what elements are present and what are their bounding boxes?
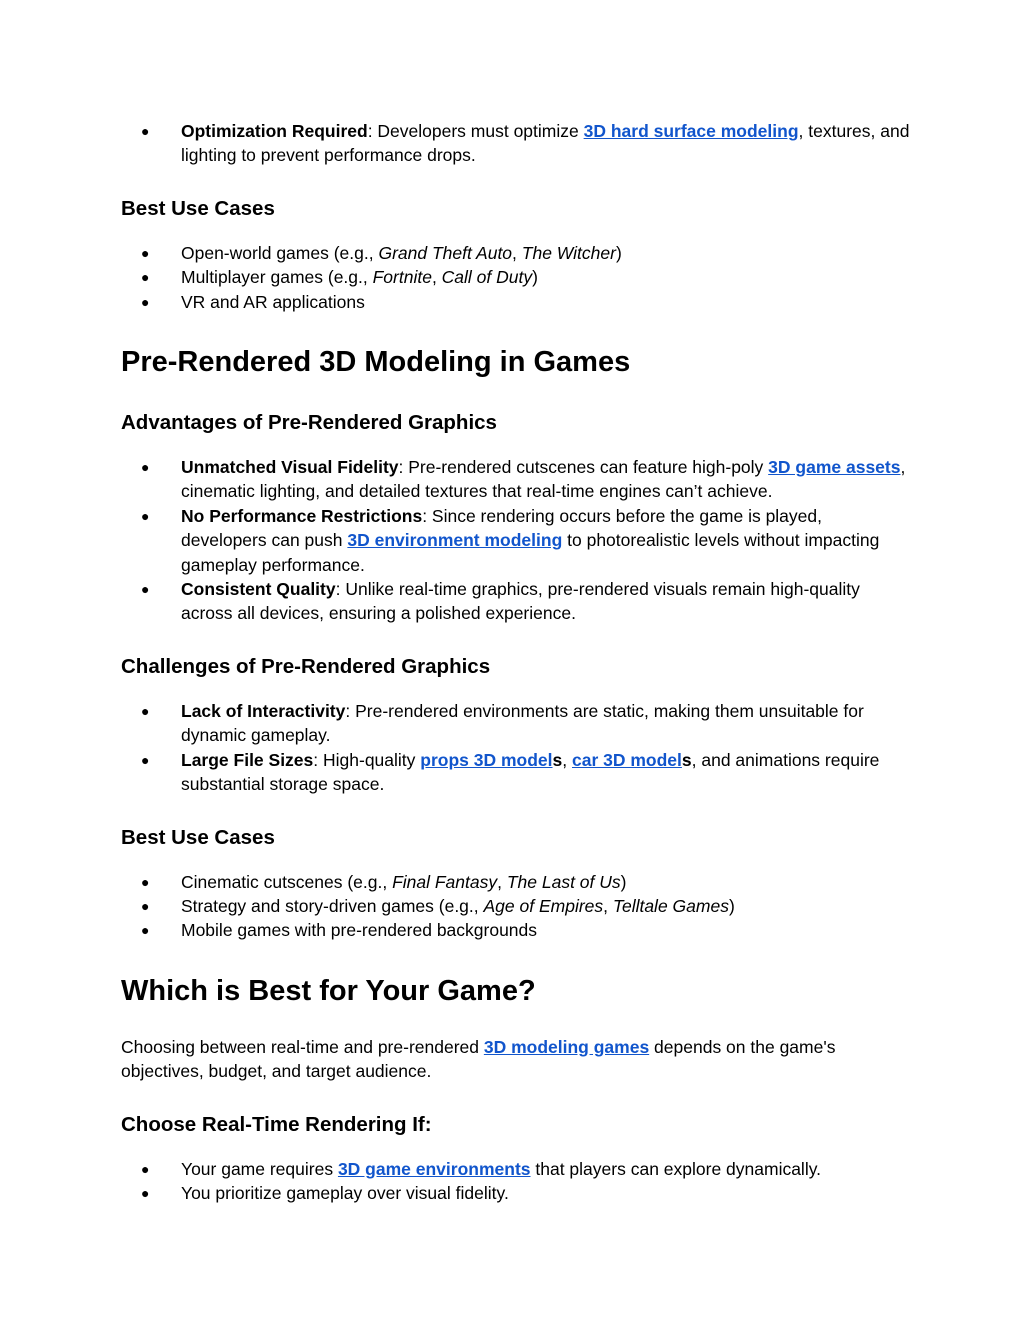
item-text: : Since rendering occurs before the game is played, developers can push [181,505,822,551]
link-3d-environment-modeling[interactable]: 3D environment modeling [347,530,563,551]
item-text: , cinematic lighting, and detailed textures that real-time engines can’t achieve. [181,457,906,502]
game-title: Fortnite [372,267,432,288]
link-props-3d-model[interactable]: props 3D model [420,749,553,770]
link-3d-game-environments[interactable]: 3D game environments [337,1158,531,1179]
section-heading-best-use-cases: Best Use Cases [121,196,275,220]
item-text: , [431,267,442,288]
item-text: VR and AR applications [181,291,365,312]
item-text: : High-quality [313,749,421,770]
item-text: , textures, and lighting to prevent performance drops. [181,121,910,166]
item-text: to photorealistic levels without impacting gameplay performance. [181,530,880,575]
item-text: , [603,895,613,916]
game-title: Grand Theft Auto [378,242,513,263]
item-text: ) [532,267,538,288]
para-text: Choosing between real-time and pre-rendered [121,1036,484,1057]
item-text: Cinematic cutscenes (e.g., [181,871,393,892]
list-item [121,265,911,289]
item-text: Mobile games with pre-rendered backgrounds [181,920,538,941]
item-suffix: s [681,749,692,770]
section-heading-choose-real-time: Choose Real-Time Rendering If: [121,1112,432,1136]
challenges-list [121,699,911,797]
best-use-cases-pre-list [121,870,911,943]
item-text: , [497,871,507,892]
item-text: that players can explore dynamically. [530,1158,822,1179]
item-text: : Pre-rendered environments are static, making them unsuitable for dynamic gameplay. [181,700,864,746]
optimization-list [121,119,911,168]
item-term: Unmatched Visual Fidelity [181,457,399,478]
list-item [121,577,911,626]
best-use-cases-list [121,241,911,314]
list-item [121,1181,911,1205]
list-item [121,894,911,918]
item-term: Large File Sizes [181,749,314,770]
item-text: Your game requires [181,1158,338,1179]
item-text: , and animations require substantial storage space. [181,749,880,795]
game-title: The Witcher [521,242,616,263]
list-item [121,241,911,265]
list-item [121,1157,911,1181]
item-text: , [562,749,572,770]
list-item [121,290,911,314]
section-heading-challenges: Challenges of Pre-Rendered Graphics [121,654,491,678]
item-term: Lack of Interactivity [181,700,346,721]
intro-paragraph [121,1035,911,1084]
item-text: : Developers must optimize [367,121,584,141]
section-heading-best-use-cases-pre: Best Use Cases [121,825,275,849]
item-term: Consistent Quality [181,579,336,600]
list-item [121,455,911,504]
page-heading-which-is-best: Which is Best for Your Game? [121,974,536,1007]
document-content [121,119,911,1205]
item-term: Optimization Required [181,121,368,141]
page-heading-pre-rendered: Pre-Rendered 3D Modeling in Games [121,346,631,379]
link-car-3d-model[interactable]: car 3D model [572,749,682,770]
item-term: No Performance Restrictions [181,505,423,526]
choose-real-time-list [121,1157,911,1206]
link-3d-modeling-games[interactable]: 3D modeling games [483,1036,650,1057]
list-item [121,699,911,748]
list-item [121,918,911,942]
item-text: ) [615,242,622,263]
item-text: ) [620,871,627,892]
item-text: Open-world games (e.g., [181,242,379,263]
item-text: ) [728,895,735,916]
item-text: : Pre-rendered cutscenes can feature high-poly [398,457,769,478]
section-heading-advantages: Advantages of Pre-Rendered Graphics [121,411,497,435]
item-text: : Unlike real-time graphics, pre-rendered visuals remain high-quality across all devices, ensuring a polished experience. [181,579,860,624]
link-3d-game-assets[interactable]: 3D game assets [768,457,901,478]
game-title: Telltale Games [612,895,729,916]
game-title: The Last of Us [506,871,621,892]
item-text: Multiplayer games (e.g., [181,267,373,288]
item-text: Strategy and story-driven games (e.g., [181,895,484,916]
list-item [121,119,911,168]
item-suffix: s [552,749,563,770]
item-text: You prioritize gameplay over visual fidelity. [181,1182,509,1203]
advantages-list [121,455,911,626]
game-title: Call of Duty [441,267,533,288]
game-title: Final Fantasy [392,871,498,892]
para-text: depends on the game's objectives, budget, and target audience. [121,1036,836,1082]
list-item [121,504,911,577]
link-3d-hard-surface-modeling[interactable]: 3D hard surface modeling [583,121,799,141]
game-title: Age of Empires [483,895,604,916]
item-text: , [512,242,522,263]
list-item [121,870,911,894]
list-item [121,748,911,797]
